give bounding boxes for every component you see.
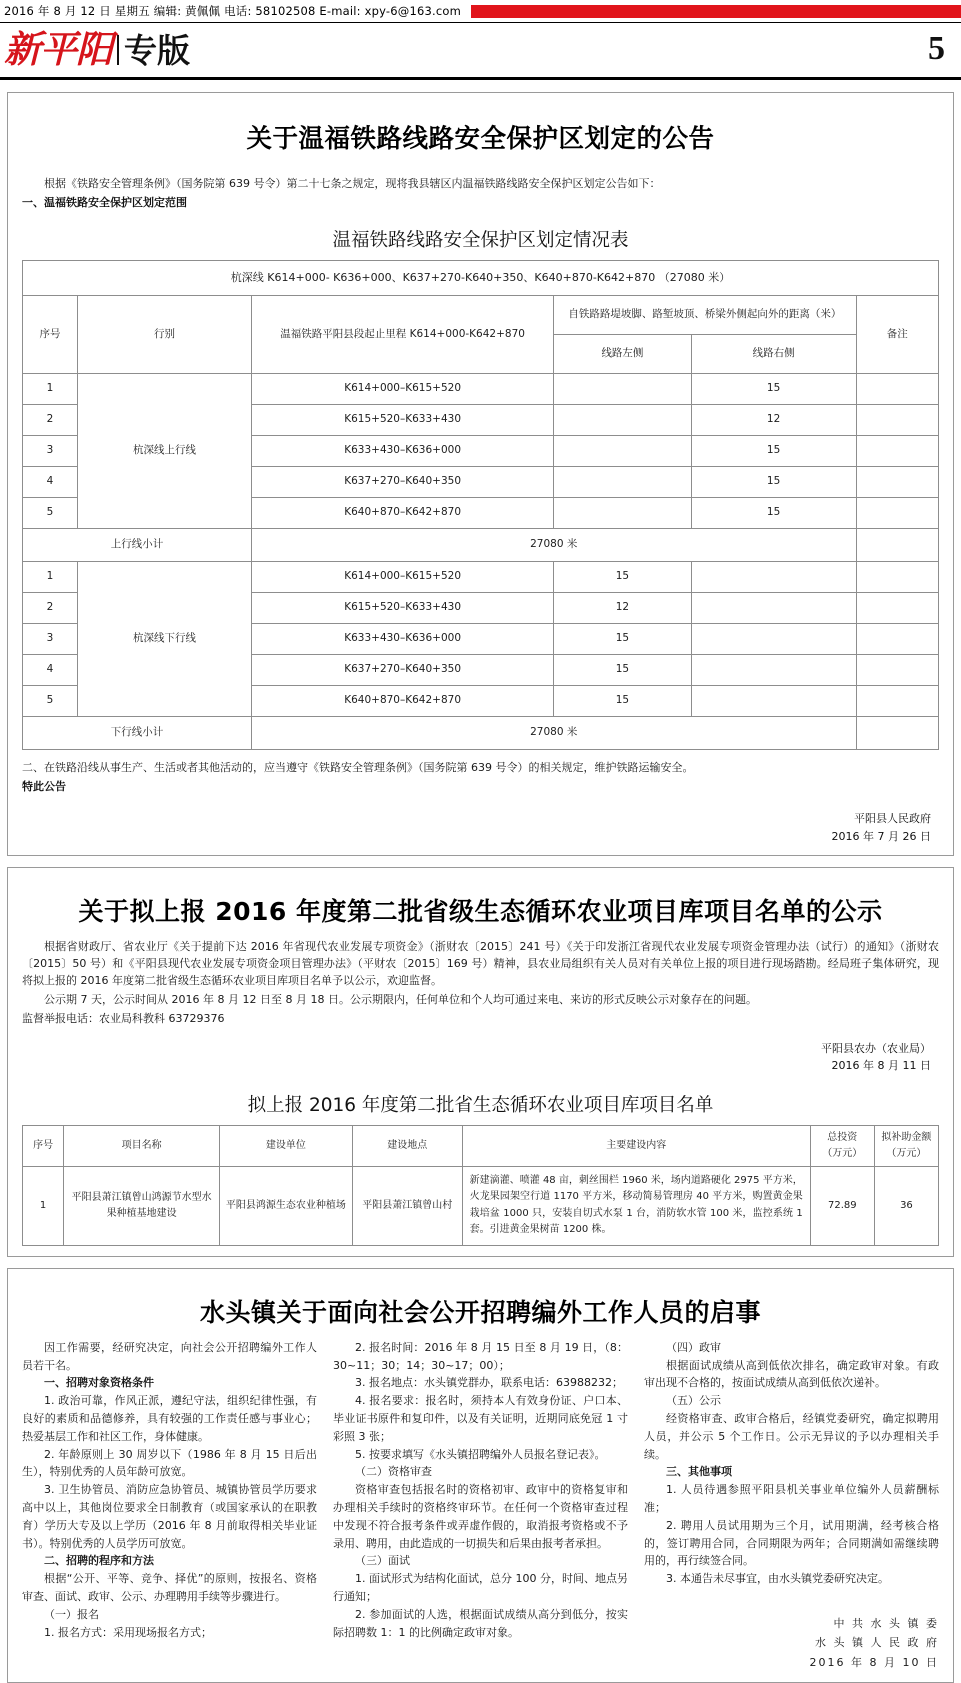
brand-section-label: 专版: [124, 30, 190, 70]
cell-seq: 5: [23, 498, 78, 529]
table-row: [23, 1166, 939, 1245]
article-railway-safety-zone: [7, 92, 954, 856]
col-header-project-name: 项目名称: [64, 1125, 220, 1166]
cell-remark: [856, 655, 938, 686]
cell-remark: [856, 686, 938, 717]
cell-project-name: 平阳县萧江镇曾山鸿源节水型水果种植基地建设: [64, 1166, 220, 1245]
article1-section2: 二、在铁路沿线从事生产、生活或者其他活动的，应当遵守《铁路安全管理条例》（国务院第 639 号令）的相关规定，维护铁路运输安全。: [22, 761, 694, 775]
cell-remark: [856, 374, 938, 405]
article2-para-1: 根据省财政厅、省农业厅《关于提前下达 2016 年省现代农业发展专项资金》（浙财农〔2015〕241 号）《关于印发浙江省现代农业发展专项资金管理办法（试行）的通知》（浙财农〔2015〕50 号）和《平阳县现代农业发展专项资金项目管理办法》（平财农〔2015〕169 号）精神，县农业局组织有关人员对有关单位上报的项目进行现场踏勘。经局班子集体研究，现将拟上报的 2016 年度第二批省级生态循环农业项目库项目名单予以公示，欢迎监督。: [22, 940, 939, 988]
cell-right: 15: [691, 374, 856, 405]
article3-column-3: [644, 1339, 939, 1672]
para: 因工作需要，经研究决定，向社会公开招聘编外工作人员若干名。: [22, 1340, 317, 1372]
cell-right: 15: [691, 436, 856, 467]
cell-remark: [856, 467, 938, 498]
cell-right: 15: [691, 467, 856, 498]
col-header-unit: 建设单位: [219, 1125, 352, 1166]
cell-remark: [856, 593, 938, 624]
article2-title: 关于拟上报 2016 年度第二批省级生态循环农业项目库项目名单的公示: [78, 897, 883, 927]
cell-right: [691, 593, 856, 624]
cell-right: [691, 624, 856, 655]
article-shuitou-recruitment: [7, 1268, 954, 1683]
cell-subtotal-label-down: 下行线小计: [23, 717, 252, 750]
page-number: 5: [928, 30, 945, 67]
cell-subtotal-remark-down: [856, 717, 938, 750]
col-header-direction: 行别: [77, 296, 251, 374]
cell-mileage: K637+270–K640+350: [251, 655, 553, 686]
masthead: [0, 0, 961, 80]
para: 资格审查包括报名时的资格初审、政审中的资格复审和办理相关手续时的资格终审环节。在任何一个资格审查过程中发现不符合报考条件或弄虚作假的，取消报考资格或不予录用、聘用，由此造成的一切损失和后果由报考者承担。: [333, 1483, 628, 1550]
cell-left: [554, 467, 691, 498]
table-span-header: 杭深线 K614+000- K636+000、K637+270-K640+350、K640+870-K642+870 （27080 米）: [23, 261, 939, 296]
col-header-distance-group: 自铁路路堤坡脚、路堑坡顶、桥梁外侧起向外的距离（米）: [554, 296, 856, 335]
masthead-red-bar: [471, 5, 961, 18]
eco-agriculture-project-table: [22, 1125, 939, 1246]
col-header-content: 主要建设内容: [462, 1125, 810, 1166]
cell-right: [691, 686, 856, 717]
article2-table-caption: 拟上报 2016 年度第二批省生态循环农业项目库项目名单: [247, 1094, 714, 1116]
article1-signature-date: 2016 年 7 月 26 日: [831, 829, 931, 843]
col-header-subsidy-line2: （万元）: [886, 1147, 927, 1159]
col-header-seq: 序号: [23, 1125, 64, 1166]
cell-right: [691, 655, 856, 686]
cell-subtotal-label-up: 上行线小计: [23, 529, 252, 562]
para: （二）资格审查: [355, 1465, 432, 1479]
cell-right: 12: [691, 405, 856, 436]
col-header-investment: [810, 1125, 874, 1166]
table-row-subtotal-up: [23, 529, 939, 562]
article-eco-agriculture-projects: [7, 867, 954, 1256]
cell-seq: 1: [23, 374, 78, 405]
cell-unit: 平阳县鸿源生态农业种植场: [219, 1166, 352, 1245]
col-header-mileage: 温福铁路平阳县段起止里程 K614+000-K642+870: [251, 296, 553, 374]
cell-location: 平阳县萧江镇曾山村: [352, 1166, 462, 1245]
article2-signature-date: 2016 年 8 月 11 日: [831, 1059, 931, 1073]
para: 5. 按要求填写《水头镇招聘编外人员报名登记表》。: [355, 1447, 606, 1461]
col-header-remark: 备注: [856, 296, 938, 374]
cell-seq: 5: [23, 686, 78, 717]
para: 1. 面试形式为结构化面试，总分 100 分，时间、地点另行通知；: [333, 1572, 628, 1604]
article3-title: 水头镇关于面向社会公开招聘编外工作人员的启事: [199, 1297, 761, 1327]
article2-para-2: 公示期 7 天，公示时间从 2016 年 8 月 12 日至 8 月 18 日。公示期限内，任何单位和个人均可通过来电、来访的形式反映公示对象存在的问题。: [44, 993, 757, 1007]
para: 2. 报名时间：2016 年 8 月 15 日至 8 月 19 日，（8：30~11；30；14；30~17；00）；: [333, 1340, 628, 1372]
cell-left: [554, 498, 691, 529]
para: 2. 年龄原则上 30 周岁以下（1986 年 8 月 15 日后出生），特别优秀的人员年龄可放宽。: [22, 1447, 317, 1479]
article3-columns: [22, 1339, 939, 1672]
article3-signature-line-2: 水 头 镇 人 民 政 府: [815, 1636, 939, 1650]
table-row-subtotal-down: [23, 717, 939, 750]
para: 2. 聘用人员试用期为三个月，试用期满，经考核合格的，签订聘用合同，合同期限为两年；合同期满如需继续聘用的，再行续签合同。: [644, 1518, 939, 1568]
cell-subsidy: 36: [874, 1166, 938, 1245]
col-header-subsidy-line1: 拟补助金额: [881, 1131, 932, 1143]
article3-column-1: [22, 1339, 317, 1672]
cell-left: [554, 436, 691, 467]
cell-seq: 3: [23, 624, 78, 655]
cell-seq: 1: [23, 1166, 64, 1245]
cell-mileage: K633+430–K636+000: [251, 436, 553, 467]
article2-signature-org: 平阳县农办（农业局）: [821, 1041, 931, 1055]
table-row-header: [23, 1125, 939, 1166]
para: 根据“公开、平等、竞争、择优”的原则，按报名、资格审查、面试、政审、公示、办理聘用手续等步骤进行。: [22, 1572, 317, 1604]
article1-intro: 根据《铁路安全管理条例》（国务院第 639 号令）第二十七条之规定，现将我县辖区内温福铁路线路安全保护区划定公告如下：: [44, 177, 661, 190]
col-header-investment-line2: （万元）: [822, 1147, 863, 1159]
newspaper-logo: [4, 26, 190, 71]
col-header-subsidy: [874, 1125, 938, 1166]
cell-seq: 4: [23, 655, 78, 686]
cell-subtotal-value-down: 27080 米: [251, 717, 856, 750]
para: 3. 卫生协管员、消防应急协管员、城镇协管员学历要求高中以上，其他岗位要求全日制教育（或国家承认的在职教育）学历大专及以上学历（2016 年 8 月前取得相关毕业证书）。特别优秀的人员学历可放宽。: [22, 1483, 317, 1550]
cell-mileage: K614+000–K615+520: [251, 562, 553, 593]
article3-column-2: [333, 1339, 628, 1672]
cell-direction-up: 杭深线上行线: [77, 374, 251, 529]
cell-left: 15: [554, 686, 691, 717]
article3-signature: [644, 1614, 939, 1672]
article2-para-3: 监督举报电话：农业局科教科 63729376: [22, 1012, 225, 1026]
cell-subtotal-value-up: 27080 米: [251, 529, 856, 562]
cell-right: 15: [691, 498, 856, 529]
cell-content: 新建滴灌、喷灌 48 亩，刺丝围栏 1960 米，场内道路硬化 2975 平方米，火龙果园架空行道 1170 平方米，移动简易管理房 40 平方米，购置黄金果栽培盆 1000 只，安装自切式水泵 1 台，消防软水管 100 米，监控系统 1 套。引进黄金果树苗 1200 株。: [462, 1166, 810, 1245]
cell-direction-down: 杭深线下行线: [77, 562, 251, 717]
table-row-span-header: [23, 261, 939, 296]
col-header-location: 建设地点: [352, 1125, 462, 1166]
cell-mileage: K614+000–K615+520: [251, 374, 553, 405]
brand-separator: [117, 35, 119, 65]
cell-subtotal-remark-up: [856, 529, 938, 562]
railway-table-body: [23, 374, 939, 750]
col-header-right-side: 线路右侧: [691, 335, 856, 374]
cell-mileage: K615+520–K633+430: [251, 405, 553, 436]
article2-signature: [22, 1040, 939, 1075]
col-header-seq: 序号: [23, 296, 78, 374]
para: （一）报名: [44, 1607, 99, 1621]
railway-safety-zone-table: [22, 260, 939, 750]
cell-mileage: K640+870–K642+870: [251, 498, 553, 529]
col-header-left-side: 线路左侧: [554, 335, 691, 374]
table-row-header-1: [23, 296, 939, 335]
para: 3. 本通告未尽事宜，由水头镇党委研究决定。: [666, 1572, 889, 1586]
cell-investment: 72.89: [810, 1166, 874, 1245]
cell-remark: [856, 624, 938, 655]
masthead-info-row: [0, 0, 961, 20]
article1-section1-heading: 一、温福铁路安全保护区划定范围: [22, 196, 187, 210]
eco-table-body: [23, 1166, 939, 1245]
masthead-brand-row: [0, 23, 961, 75]
table-row: [23, 374, 939, 405]
cell-seq: 3: [23, 436, 78, 467]
article3-signature-line-1: 中 共 水 头 镇 委: [833, 1617, 939, 1631]
cell-mileage: K637+270–K640+350: [251, 467, 553, 498]
article1-table-caption: 温福铁路线路安全保护区划定情况表: [332, 230, 629, 252]
cell-mileage: K615+520–K633+430: [251, 593, 553, 624]
cell-right: [691, 562, 856, 593]
col-header-investment-line1: 总投资: [827, 1131, 858, 1143]
cell-seq: 4: [23, 467, 78, 498]
cell-left: 15: [554, 624, 691, 655]
para: 1. 人员待遇参照平阳县机关事业单位编外人员薪酬标准；: [644, 1483, 939, 1515]
para: （三）面试: [355, 1554, 410, 1568]
para: 3. 报名地点：水头镇党群办，联系电话：63988232；: [355, 1376, 623, 1390]
cell-remark: [856, 436, 938, 467]
para: 根据面试成绩从高到低依次排名，确定政审对象。有政审出现不合格的，按面试成绩从高到低依次递补。: [644, 1358, 939, 1390]
cell-left: 15: [554, 562, 691, 593]
cell-remark: [856, 562, 938, 593]
para-heading: 一、招聘对象资格条件: [44, 1376, 154, 1390]
para: （四）政审: [666, 1340, 721, 1354]
cell-seq: 1: [23, 562, 78, 593]
table-row: [23, 562, 939, 593]
article1-signature: [22, 810, 939, 845]
cell-seq: 2: [23, 405, 78, 436]
para: 4. 报名要求：报名时，须持本人有效身份证、户口本、毕业证书原件和复印件，以及有关证明，近期同底免冠 1 寸彩照 3 张；: [333, 1394, 628, 1443]
cell-left: 15: [554, 655, 691, 686]
article1-signature-org: 平阳县人民政府: [854, 812, 931, 826]
para-heading: 三、其他事项: [666, 1465, 732, 1479]
article3-signature-line-3: 2016 年 8 月 10 日: [809, 1655, 939, 1669]
cell-remark: [856, 498, 938, 529]
cell-seq: 2: [23, 593, 78, 624]
masthead-spacer: [0, 80, 961, 92]
article1-closing: 特此公告: [22, 780, 66, 794]
cell-left: 12: [554, 593, 691, 624]
para-heading: 二、招聘的程序和方法: [44, 1554, 154, 1568]
article1-title: 关于温福铁路线路安全保护区划定的公告: [246, 124, 715, 154]
para: 2. 参加面试的人选，根据面试成绩从高分到低分，按实际招聘数 1：1 的比例确定政审对象。: [333, 1607, 628, 1639]
para: （五）公示: [666, 1394, 721, 1408]
cell-left: [554, 405, 691, 436]
para: 1. 政治可靠，作风正派，遵纪守法，组织纪律性强，有良好的素质和品德修养，具有较强的工作责任感与事业心；热爱基层工作和社区工作，身体健康。: [22, 1394, 317, 1443]
para: 经资格审查、政审合格后，经镇党委研究，确定拟聘用人员，并公示 5 个工作日。公示无异议的予以办理相关手续。: [644, 1411, 939, 1461]
cell-mileage: K633+430–K636+000: [251, 624, 553, 655]
cell-left: [554, 374, 691, 405]
brand-name-red: 新平阳: [4, 26, 112, 71]
cell-mileage: K640+870–K642+870: [251, 686, 553, 717]
masthead-info-text: 2016 年 8 月 12 日 星期五 编辑: 黄佩佩 电话: 58102508 E-mail: xpy-6@163.com: [4, 4, 462, 18]
cell-remark: [856, 405, 938, 436]
para: 1. 报名方式：采用现场报名方式；: [44, 1625, 212, 1639]
